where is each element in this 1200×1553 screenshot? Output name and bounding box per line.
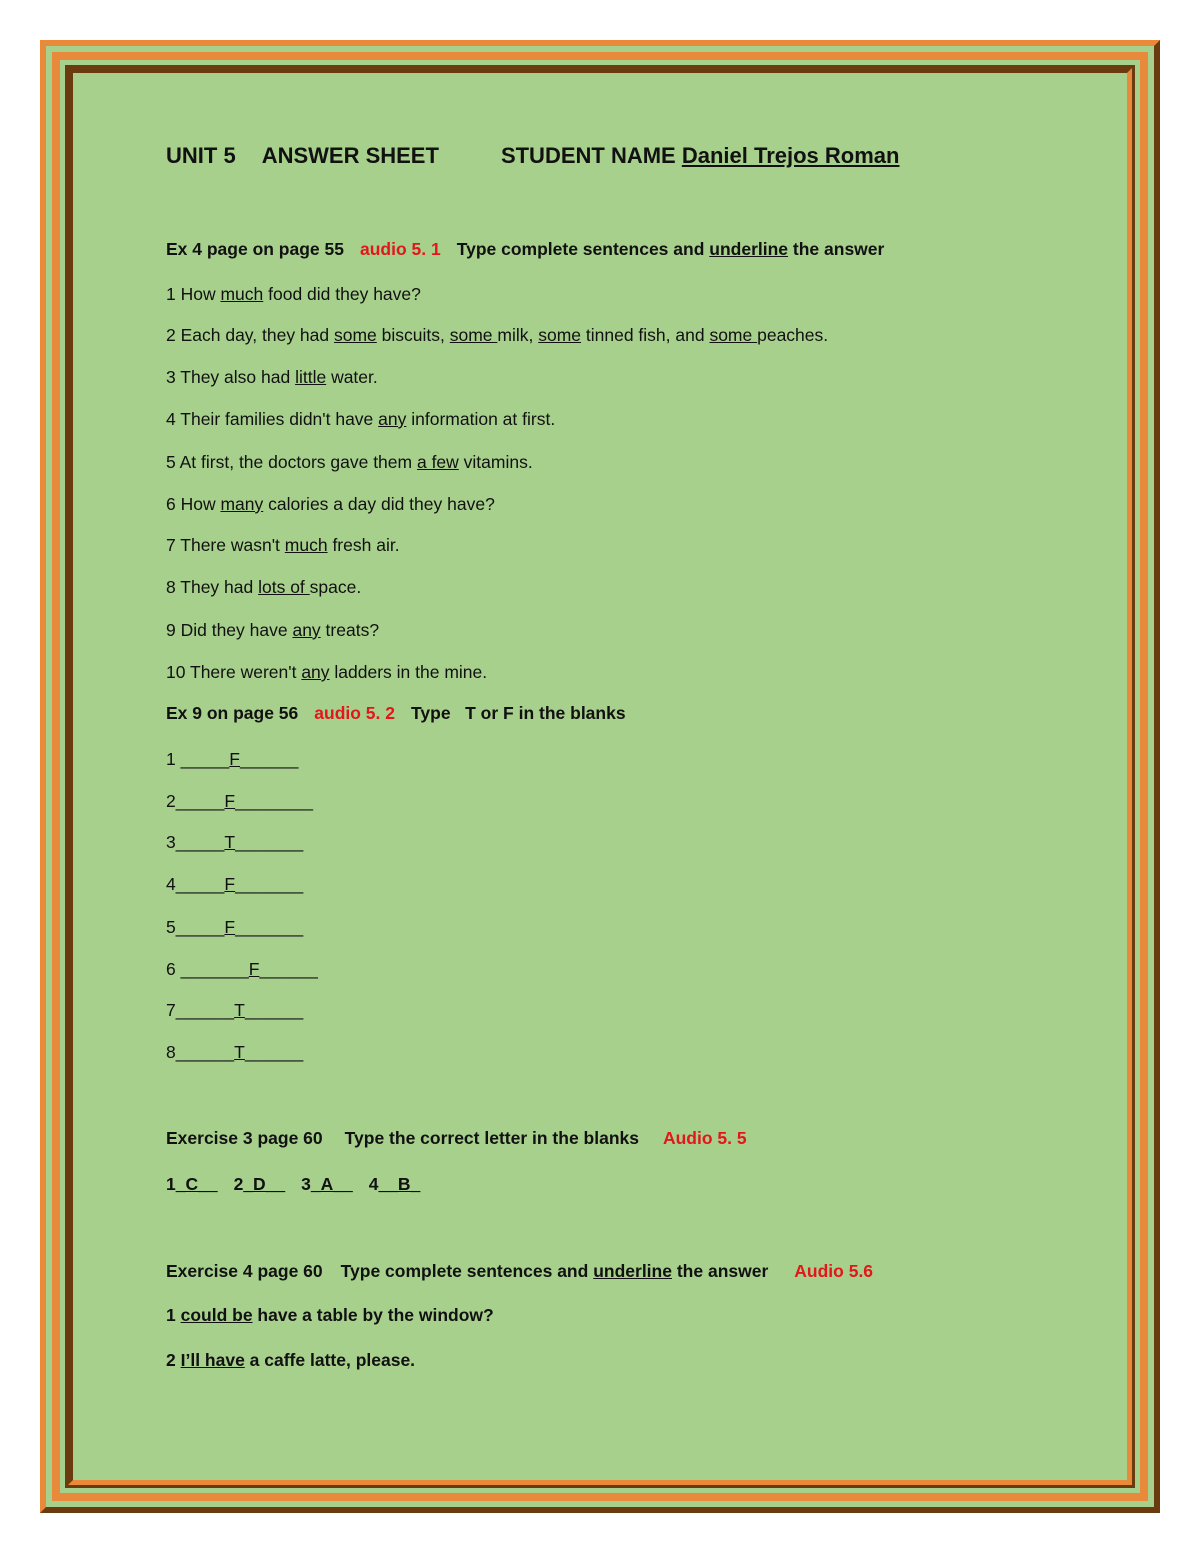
ex4-heading	[166, 239, 884, 260]
ex9-audio: audio 5. 2	[314, 703, 395, 723]
ex4-item: 9 Did they have any treats?	[166, 620, 380, 640]
ex9-instruction: Type T or F in the blanks	[411, 703, 626, 723]
ex4-audio: audio 5. 1	[359, 239, 441, 259]
ex4-item: 6 How many calories a day did they have?	[166, 494, 495, 514]
ex4b-item: 2 I’ll have a caffe latte, please.	[166, 1350, 416, 1370]
ex9-answer: 8______T______	[166, 1042, 304, 1062]
ex3-instruction: Type the correct letter in the blanks	[344, 1128, 639, 1148]
ex4-instruction-underline: underline	[709, 239, 789, 259]
ex3-answers: 1_C__ 2_D__ 3_A__ 4__B_	[166, 1174, 421, 1194]
page-frame-middle	[52, 52, 1148, 1501]
ex9-title: Ex 9 on page 56	[166, 703, 299, 723]
ex9-answer: 7______T______	[166, 1000, 304, 1020]
ex4-item: 10 There weren't any ladders in the mine.	[166, 662, 488, 682]
ex3-title: Exercise 3 page 60	[166, 1128, 323, 1148]
student-name: Daniel Trejos Roman	[681, 143, 900, 168]
ex9-answer: 2_____F________	[166, 791, 313, 811]
ex4b-heading	[166, 1261, 873, 1282]
ex9-answer: 5_____F_______	[166, 917, 304, 937]
ex4-item: 5 At first, the doctors gave them a few vitamins.	[166, 452, 533, 472]
ex4b-title: Exercise 4 page 60	[166, 1261, 323, 1281]
ex4-item: 2 Each day, they had some biscuits, some milk, some tinned fish, and some peaches.	[166, 325, 829, 345]
ex3-audio: Audio 5. 5	[662, 1128, 747, 1148]
ex4-instruction-end: the answer	[792, 239, 885, 259]
ex9-answer: 4_____F_______	[166, 874, 304, 894]
ex4-item: 7 There wasn't much fresh air.	[166, 535, 400, 555]
ex4b-item: 1 could be have a table by the window?	[166, 1305, 494, 1325]
ex3-heading	[166, 1128, 747, 1149]
student-name-label: STUDENT NAME	[500, 143, 676, 168]
ex4-item: 1 How much food did they have?	[166, 284, 421, 304]
ex9-answer: 3_____T_______	[166, 832, 304, 852]
ex4b-instruction-underline: underline	[593, 1261, 672, 1281]
ex4-item: 8 They had lots of space.	[166, 577, 362, 597]
ex4-item: 3 They also had little water.	[166, 367, 378, 387]
page-frame-outer	[40, 40, 1160, 1513]
ex4-title: Ex 4 page on page 55	[166, 239, 344, 259]
page-title	[166, 143, 899, 169]
ex4b-instruction: Type complete sentences and	[340, 1261, 589, 1281]
ex4-instruction: Type complete sentences and	[456, 239, 705, 259]
sheet-label: ANSWER SHEET	[261, 143, 439, 168]
ex9-answer: 6 _______F______	[166, 959, 318, 979]
ex4-item: 4 Their families didn't have any information at first.	[166, 409, 556, 429]
ex9-heading	[166, 703, 626, 724]
unit-label: UNIT 5	[166, 143, 236, 168]
ex4b-instruction-end: the answer	[676, 1261, 769, 1281]
ex9-answer: 1 _____F______	[166, 749, 299, 769]
ex4b-audio: Audio 5.6	[794, 1261, 874, 1281]
